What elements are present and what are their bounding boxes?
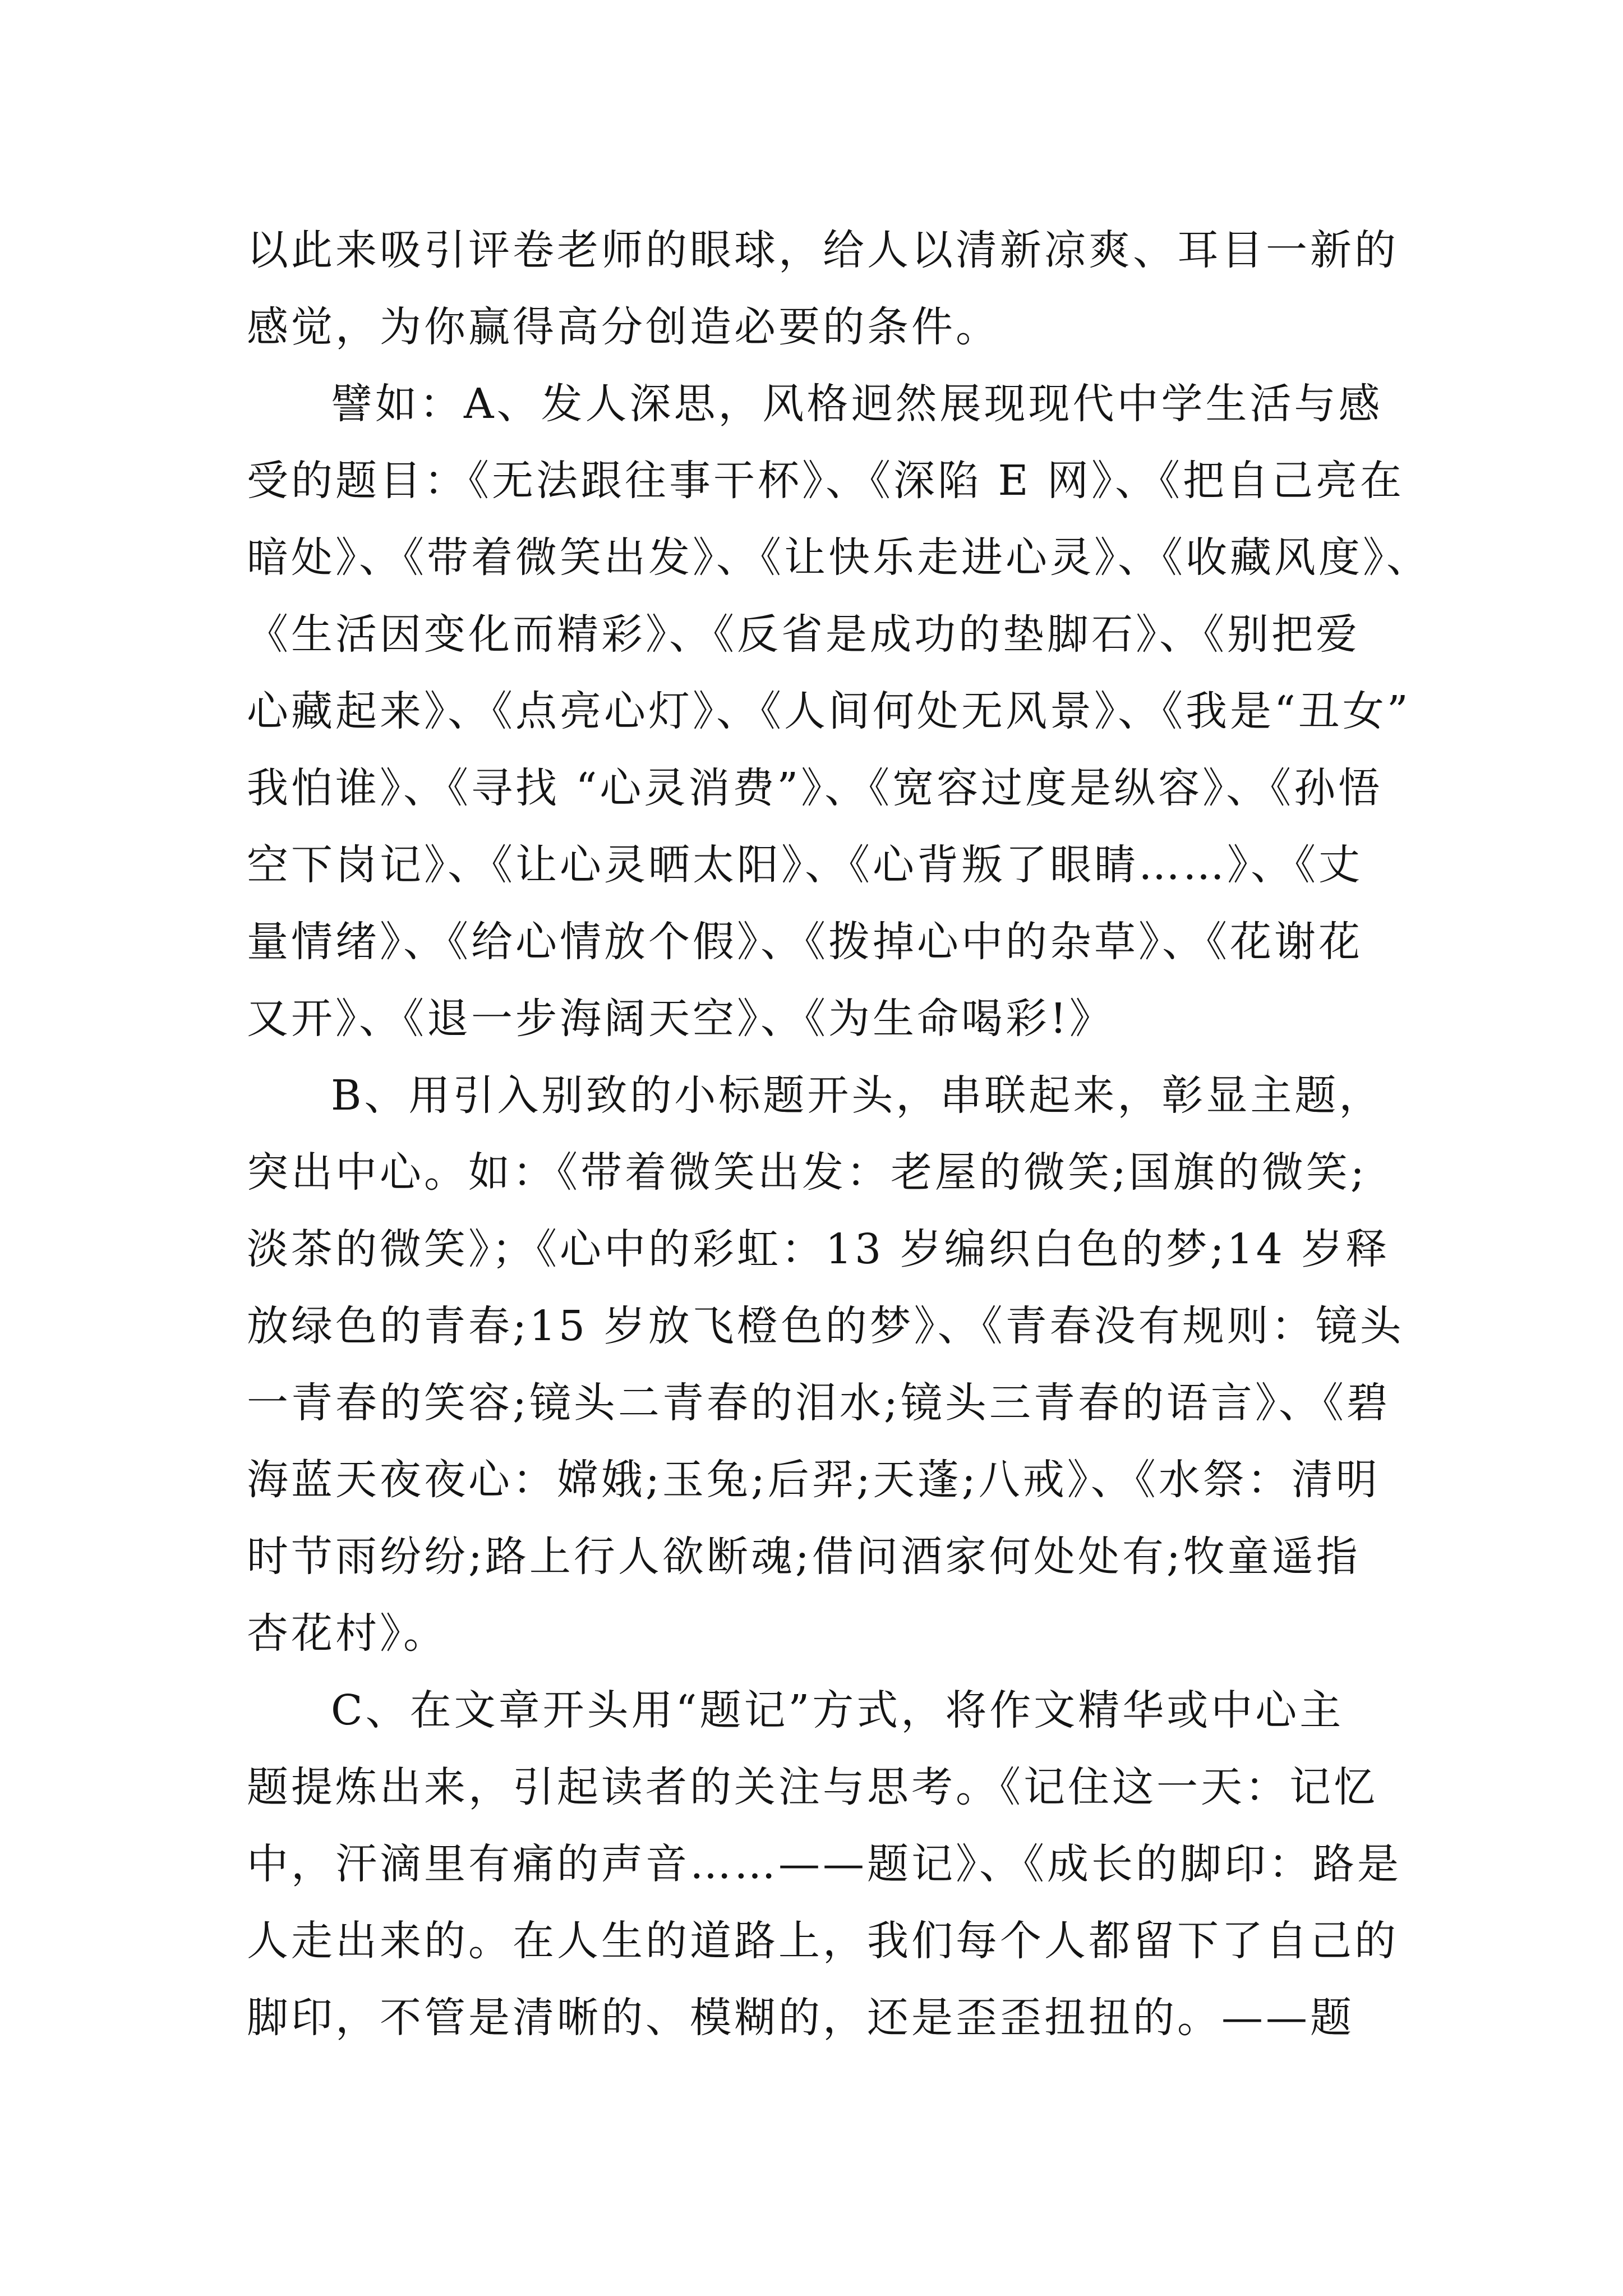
text-line: 一青春的笑容;镜头二青春的泪水;镜头三青春的语言》、《碧: [247, 1379, 1391, 1427]
text-line: 放绿色的青春;15 岁放飞橙色的梦》、《青春没有规则：镜头: [247, 1302, 1404, 1350]
paragraph-start-line: 譬如：A、发人深思，风格迥然展现现代中学生活与感: [331, 380, 1383, 428]
text-line: 空下岗记》、《让心灵晒太阳》、《心背叛了眼睛……》、《丈: [247, 841, 1363, 889]
text-line: 以此来吸引评卷老师的眼球，给人以清新凉爽、耳目一新的: [247, 226, 1399, 274]
text-line: 我怕谁》、《寻找 “心灵消费”》、《宽容过度是纵容》、《孙悟: [247, 764, 1383, 812]
text-line: 《生活因变化而精彩》、《反省是成功的垫脚石》、《别把爱: [247, 610, 1360, 659]
text-line: 暗处》、《带着微笑出发》、《让快乐走进心灵》、《收藏风度》、: [247, 533, 1431, 582]
text-line: 杏花村》。: [247, 1609, 448, 1658]
body-text: [247, 212, 1436, 2056]
text-line: 感觉，为你赢得高分创造必要的条件。: [247, 303, 1000, 351]
text-line: 题提炼出来，引起读者的关注与思考。《记住这一天：记忆: [247, 1763, 1378, 1811]
text-line: 量情绪》、《给心情放个假》、《拨掉心中的杂草》、《花谢花: [247, 918, 1363, 966]
paragraph-start-line: B、用引入别致的小标题开头，串联起来，彰显主题，: [331, 1071, 1384, 1120]
text-line: 人走出来的。在人生的道路上，我们每个人都留下了自己的: [247, 1917, 1399, 1965]
text-line: 时节雨纷纷;路上行人欲断魂;借问酒家何处处有;牧童遥指: [247, 1533, 1361, 1581]
paragraph-start-line: C、在文章开头用“题记”方式，将作文精华或中心主: [331, 1686, 1344, 1734]
text-line: 淡茶的微笑》；《心中的彩虹：13 岁编织白色的梦;14 岁释: [247, 1225, 1390, 1273]
text-line: 中，汗滴里有痛的声音……——题记》、《成长的脚印：路是: [247, 1840, 1401, 1888]
text-line: 脚印，不管是清晰的、模糊的，还是歪歪扭扭的。——题: [247, 1994, 1354, 2042]
text-line: 突出中心。如：《带着微笑出发：老屋的微笑;国旗的微笑;: [247, 1148, 1367, 1197]
text-line: 又开》、《退一步海阔天空》、《为生命喝彩!》: [247, 995, 1114, 1043]
text-line: 心藏起来》、《点亮心灯》、《人间何处无风景》、《我是“丑女”: [247, 687, 1411, 735]
text-line: 受的题目：《无法跟往事干杯》、《深陷 E 网》、《把自己亮在: [247, 457, 1405, 505]
text-line: 海蓝天夜夜心：嫦娥;玉兔;后羿;天蓬;八戒》、《水祭：清明: [247, 1456, 1380, 1504]
